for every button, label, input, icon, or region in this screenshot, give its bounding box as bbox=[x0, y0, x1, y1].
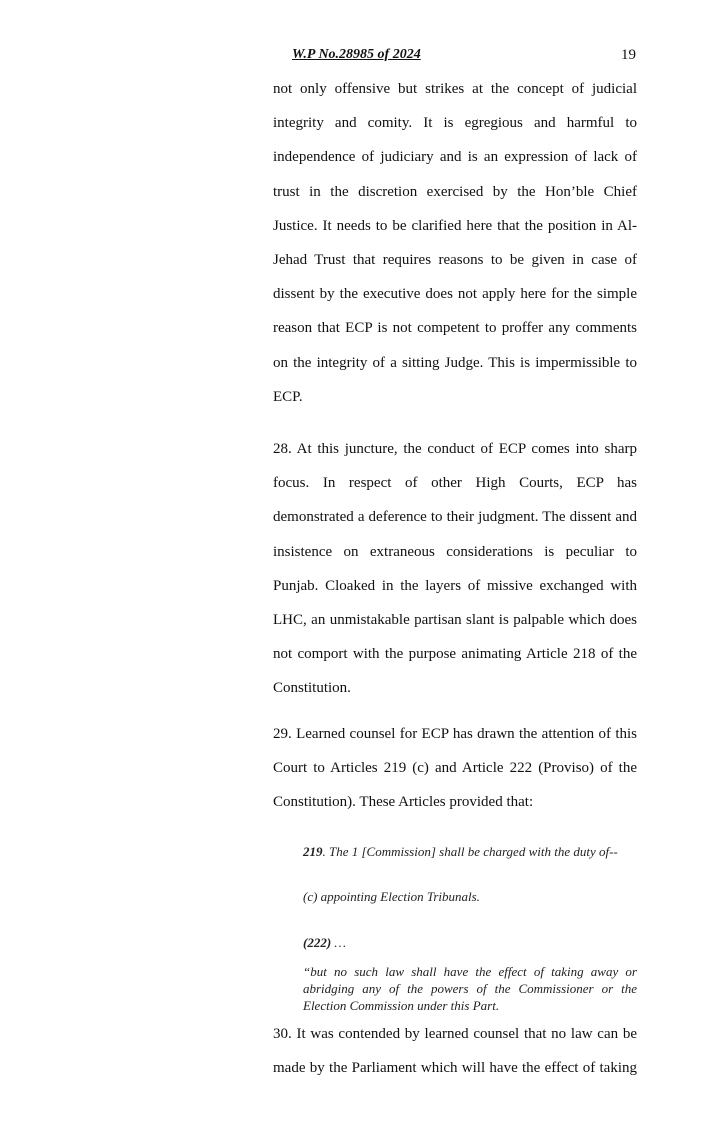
quote-article-222 bbox=[303, 934, 637, 951]
quote-222-proviso: “but no such law shall have the effect of taking away or abridging any of the powers of the Commissioner or the Election Commission under this Part. bbox=[303, 964, 637, 1013]
paragraph-30: 30. It was contended by learned counsel that no law can be made by the Parliament which will have the effect of taking bbox=[273, 1026, 637, 1077]
quote-219-text: . The 1 [Commission] shall be charged with the duty of-- bbox=[322, 844, 618, 859]
case-number-title: W.P No.28985 of 2024 bbox=[292, 47, 421, 62]
quote-219-number: 219 bbox=[303, 844, 323, 859]
paragraph-28: 28. At this juncture, the conduct of ECP comes into sharp focus. In respect of other High Courts, ECP has demonstrated a deference to their judgment. The dissent and insistence on extraneous considerations is peculiar to Punjab. Cloaked in the layers of missive exchanged with LHC, an unmistakable partisan slant is palpable which does not comport with the purpose animating Article 218 of the Constitution. bbox=[273, 441, 637, 697]
page-number: 19 bbox=[621, 47, 636, 63]
quote-article-219 bbox=[303, 843, 637, 860]
quote-222-ellipsis: … bbox=[331, 935, 346, 950]
quote-222-number: (222) bbox=[303, 935, 332, 950]
quote-219-clause-c: (c) appointing Election Tribunals. bbox=[303, 889, 480, 904]
paragraph-continued: not only offensive but strikes at the concept of judicial integrity and comity. It is egregious and harmful to independence of judiciary and is an expression of lack of trust in the discretion exercised by the Hon’ble Chief Justice. It needs to be clarified here that the position in Al-Jehad Trust that requires reasons to be given in case of dissent by the executive does not apply here for the simple reason that ECP is not competent to proffer any comments on the integrity of a sitting Judge. This is impermissible to ECP. bbox=[273, 81, 637, 405]
paragraph-29: 29. Learned counsel for ECP has drawn the attention of this Court to Articles 219 (c) and Article 222 (Proviso) of the Constitution). These Articles provided that: bbox=[273, 726, 637, 811]
